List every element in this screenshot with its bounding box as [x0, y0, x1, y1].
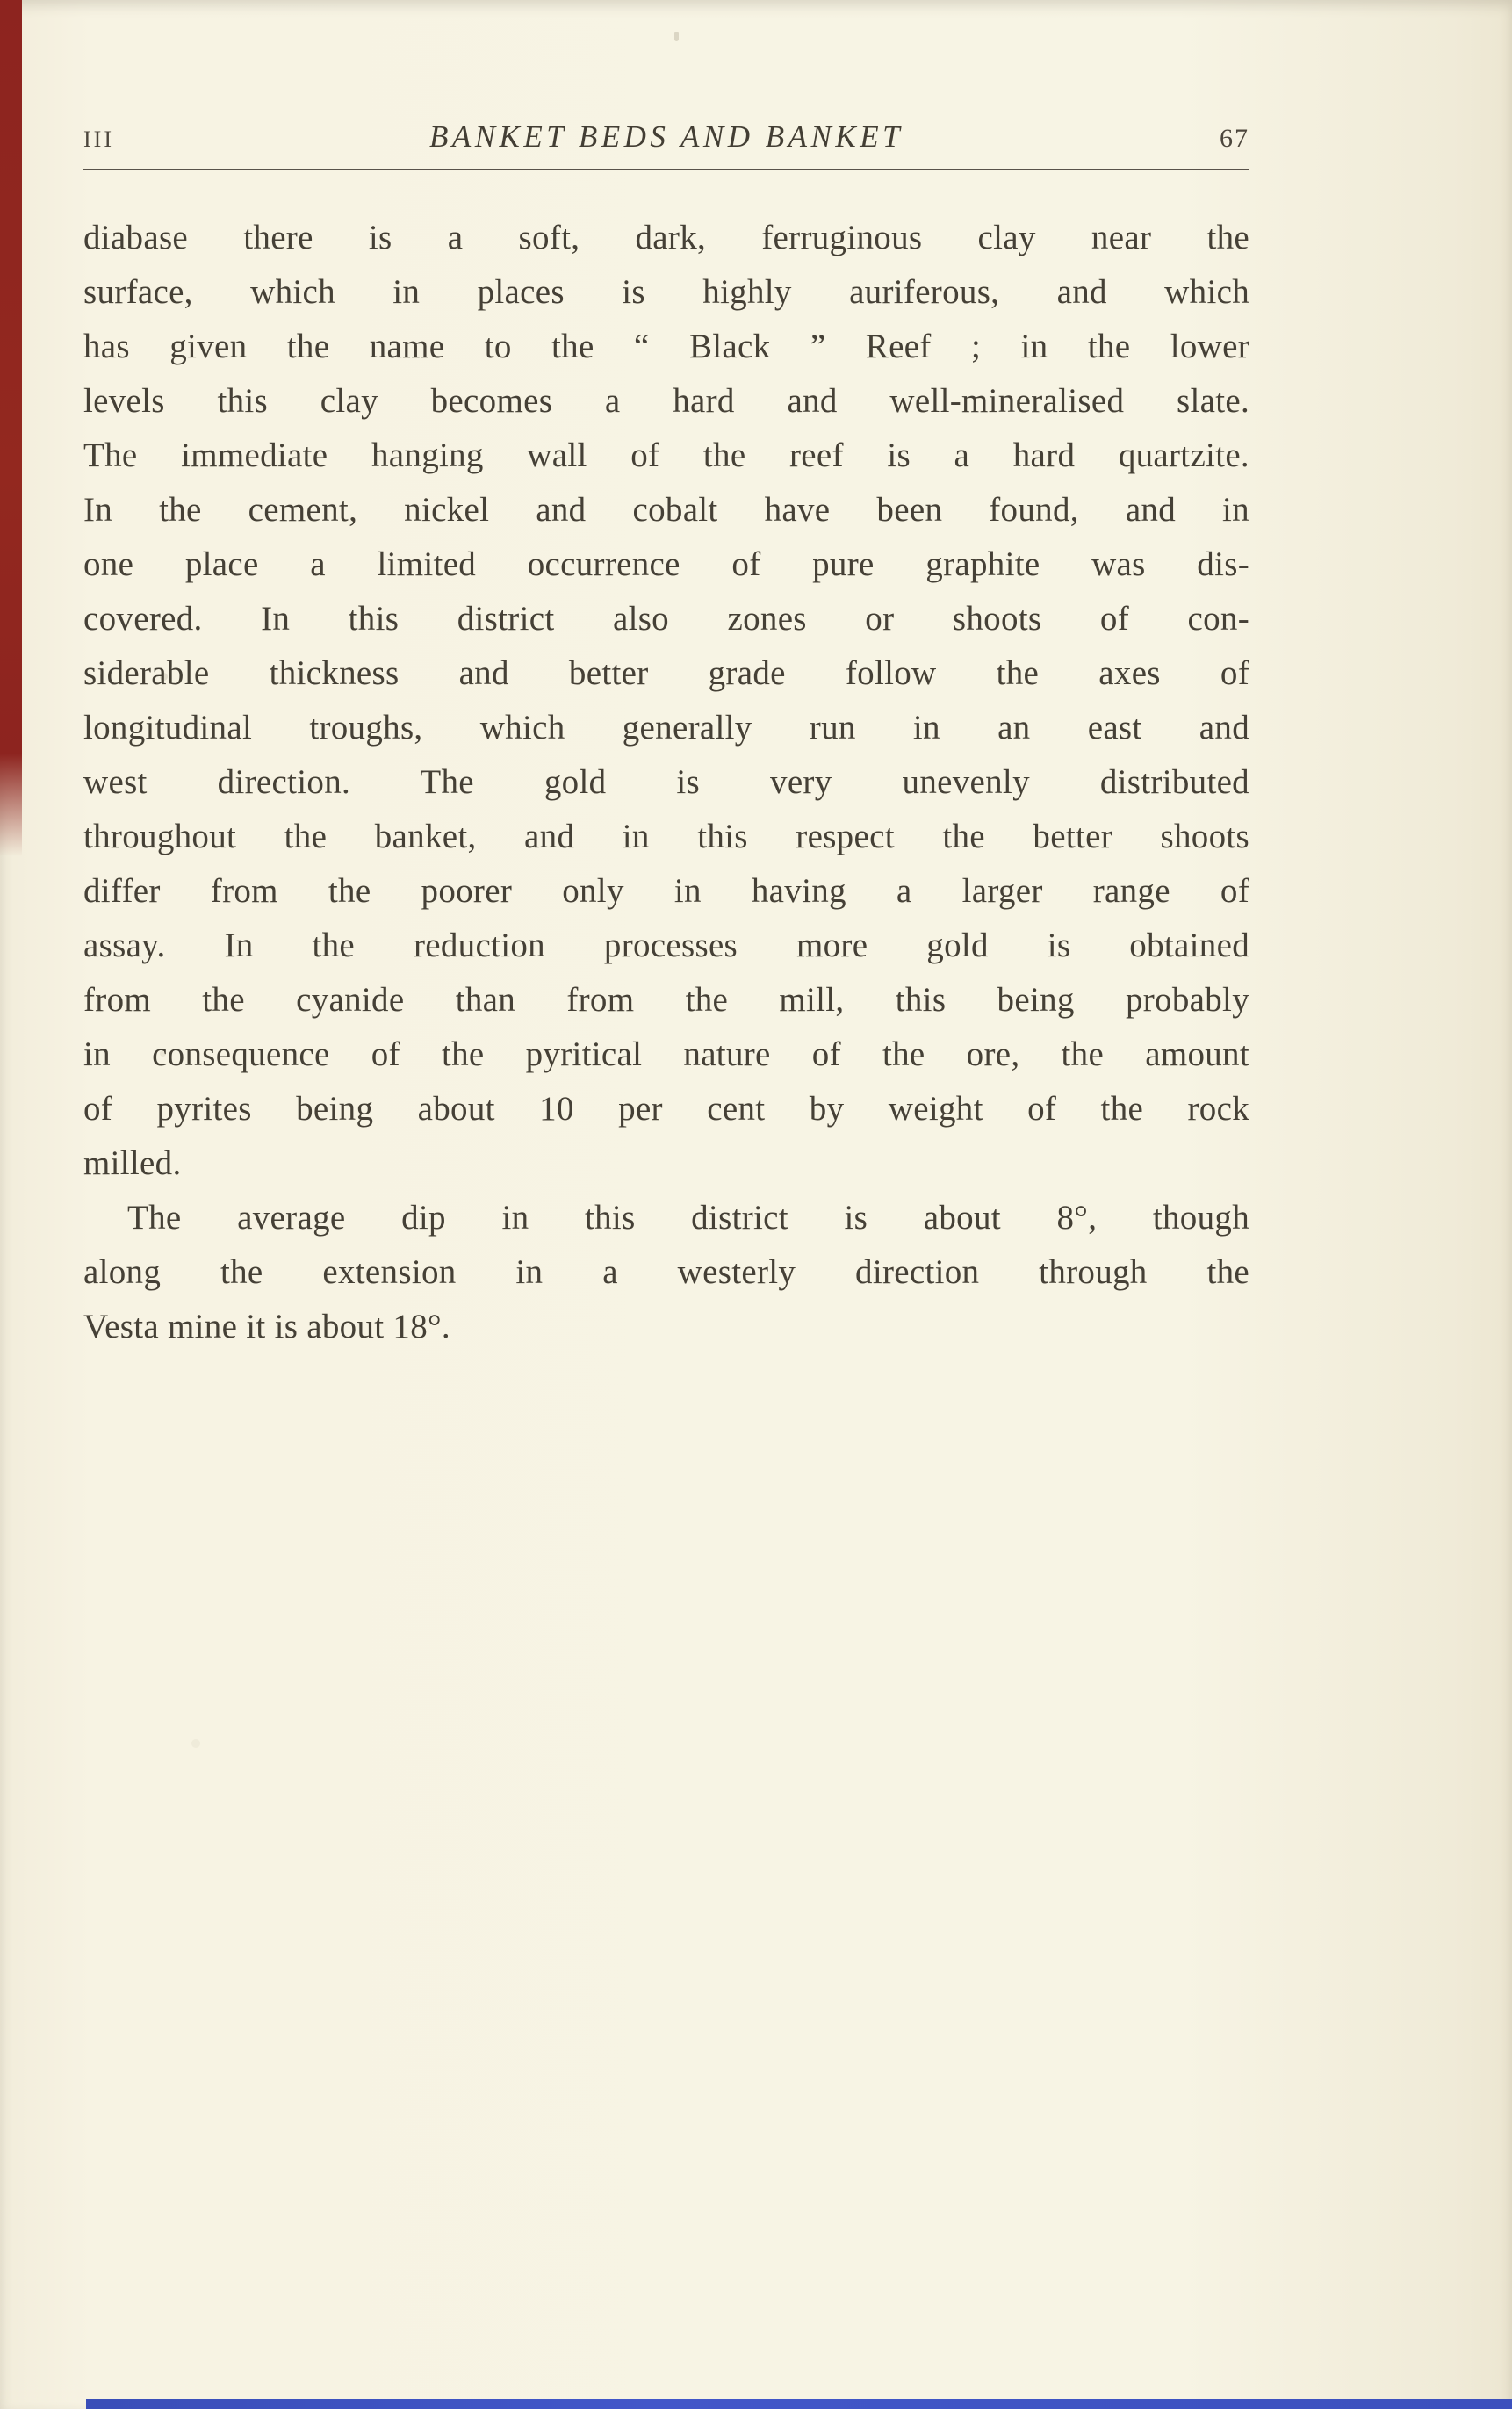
text-line: milled.: [83, 1144, 182, 1182]
running-title: BANKET BEDS AND BANKET: [428, 119, 904, 154]
text-line: Vesta mine it is about 18°.: [83, 1308, 450, 1345]
text-line: in consequence of the pyritical nature of the ore, the amount: [83, 1035, 1249, 1073]
text-line: has given the name to the “ Black ” Reef ; in the lower: [83, 328, 1249, 365]
text-line: west direction. The gold is very unevenly distributed: [83, 763, 1249, 801]
header-rule: [83, 169, 1249, 170]
paper-speck: [674, 32, 679, 41]
text-line: assay. In the reduction processes more gold is obtained: [83, 927, 1249, 964]
page-content: [83, 119, 1249, 1354]
text-line: of pyrites being about 10 per cent by weight of the rock: [83, 1090, 1249, 1128]
binding-red-strip: [0, 0, 22, 856]
paper-speck: [191, 1739, 200, 1748]
text-line: along the extension in a westerly direction through the: [83, 1253, 1249, 1291]
text-line: covered. In this district also zones or shoots of con-: [83, 600, 1249, 638]
text-line: one place a limited occurrence of pure graphite was dis-: [83, 545, 1249, 583]
text-line: surface, which in places is highly auriferous, and which: [83, 273, 1249, 311]
text-line: longitudinal troughs, which generally run in an east and: [83, 709, 1249, 747]
text-line: The average dip in this district is about 8°, though: [127, 1199, 1249, 1237]
text-line: differ from the poorer only in having a larger range of: [83, 872, 1249, 910]
text-line: levels this clay becomes a hard and well-mineralised slate.: [83, 382, 1249, 420]
page-number: 67: [1220, 124, 1249, 153]
chapter-number: III: [83, 126, 114, 152]
running-header: [83, 119, 1249, 155]
text-line: diabase there is a soft, dark, ferruginous clay near the: [83, 219, 1249, 256]
text-line: In the cement, nickel and cobalt have been found, and in: [83, 491, 1249, 529]
text-line: throughout the banket, and in this respect the better shoots: [83, 818, 1249, 855]
body-text: [83, 211, 1249, 1354]
bottom-blue-strip: [86, 2399, 1512, 2409]
text-line: siderable thickness and better grade follow the axes of: [83, 654, 1249, 692]
text-line: from the cyanide than from the mill, this being probably: [83, 981, 1249, 1019]
text-line: The immediate hanging wall of the reef is a hard quartzite.: [83, 436, 1249, 474]
